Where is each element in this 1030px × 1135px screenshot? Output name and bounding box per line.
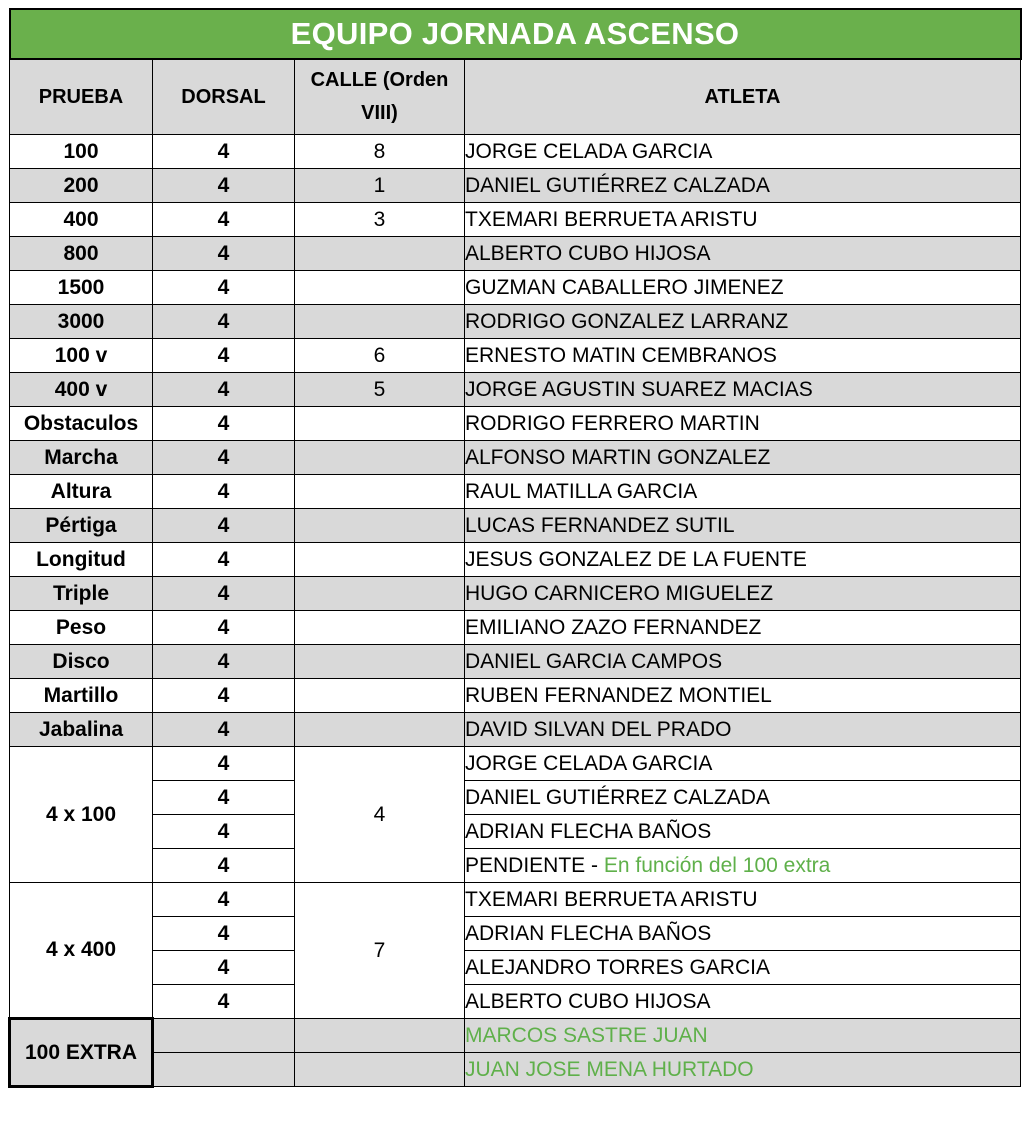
cell-dorsal: 4	[153, 203, 295, 237]
cell-atleta: GUZMAN CABALLERO JIMENEZ	[465, 271, 1021, 305]
cell-calle	[295, 441, 465, 475]
cell-calle: 5	[295, 373, 465, 407]
header-row	[10, 59, 1021, 135]
cell-dorsal: 4	[153, 577, 295, 611]
cell-prueba: Marcha	[10, 441, 153, 475]
cell-prueba: Longitud	[10, 543, 153, 577]
cell-calle	[295, 543, 465, 577]
cell-atleta: ADRIAN FLECHA BAÑOS	[465, 917, 1021, 951]
cell-atleta: DANIEL GARCIA CAMPOS	[465, 645, 1021, 679]
table-row	[10, 169, 1021, 203]
table-row	[10, 543, 1021, 577]
cell-dorsal: 4	[153, 713, 295, 747]
cell-dorsal: 4	[153, 985, 295, 1019]
cell-atleta: ALEJANDRO TORRES GARCIA	[465, 951, 1021, 985]
cell-dorsal: 4	[153, 747, 295, 781]
cell-atleta: JORGE AGUSTIN SUAREZ MACIAS	[465, 373, 1021, 407]
cell-calle	[295, 645, 465, 679]
table-row	[10, 271, 1021, 305]
cell-calle	[295, 713, 465, 747]
cell-atleta: RUBEN FERNANDEZ MONTIEL	[465, 679, 1021, 713]
cell-prueba: Martillo	[10, 679, 153, 713]
relay-4x400-prueba: 4 x 400	[10, 883, 153, 1019]
cell-prueba: 800	[10, 237, 153, 271]
cell-atleta: RAUL MATILLA GARCIA	[465, 475, 1021, 509]
relay-4x400-calle: 7	[295, 883, 465, 1019]
cell-calle	[295, 577, 465, 611]
cell-atleta: JESUS GONZALEZ DE LA FUENTE	[465, 543, 1021, 577]
cell-prueba: 200	[10, 169, 153, 203]
pending-label: PENDIENTE -	[465, 853, 604, 877]
cell-calle	[295, 271, 465, 305]
table-row	[10, 509, 1021, 543]
table-row	[10, 645, 1021, 679]
cell-dorsal: 4	[153, 951, 295, 985]
extra-dorsal-empty	[153, 1053, 295, 1087]
cell-dorsal: 4	[153, 135, 295, 169]
cell-calle: 3	[295, 203, 465, 237]
cell-dorsal: 4	[153, 917, 295, 951]
relay-4x100-row	[10, 815, 1021, 849]
cell-dorsal: 4	[153, 679, 295, 713]
cell-dorsal: 4	[153, 271, 295, 305]
cell-atleta: DANIEL GUTIÉRREZ CALZADA	[465, 169, 1021, 203]
cell-atleta: ALFONSO MARTIN GONZALEZ	[465, 441, 1021, 475]
cell-atleta: DANIEL GUTIÉRREZ CALZADA	[465, 781, 1021, 815]
cell-calle	[295, 237, 465, 271]
cell-prueba: 100	[10, 135, 153, 169]
cell-dorsal: 4	[153, 169, 295, 203]
cell-dorsal: 4	[153, 509, 295, 543]
relay-4x400-row	[10, 951, 1021, 985]
cell-prueba: Jabalina	[10, 713, 153, 747]
cell-prueba: Triple	[10, 577, 153, 611]
cell-atleta: EMILIANO ZAZO FERNANDEZ	[465, 611, 1021, 645]
cell-atleta: RODRIGO GONZALEZ LARRANZ	[465, 305, 1021, 339]
cell-atleta: TXEMARI BERRUETA ARISTU	[465, 883, 1021, 917]
cell-dorsal: 4	[153, 407, 295, 441]
extra-calle-empty	[295, 1053, 465, 1087]
table-row	[10, 339, 1021, 373]
cell-atleta: DAVID SILVAN DEL PRADO	[465, 713, 1021, 747]
cell-calle	[295, 611, 465, 645]
relay-4x100-calle: 4	[295, 747, 465, 883]
extra-row	[10, 1019, 1021, 1053]
extra-row	[10, 1053, 1021, 1087]
relay-4x100-row	[10, 849, 1021, 883]
cell-prueba: 3000	[10, 305, 153, 339]
relay-4x400-row	[10, 917, 1021, 951]
cell-calle: 8	[295, 135, 465, 169]
table-body	[10, 135, 1021, 1087]
cell-prueba: Peso	[10, 611, 153, 645]
cell-prueba: 100 v	[10, 339, 153, 373]
cell-calle	[295, 407, 465, 441]
cell-dorsal: 4	[153, 237, 295, 271]
cell-prueba: Pértiga	[10, 509, 153, 543]
relay-4x400-row	[10, 985, 1021, 1019]
table-row	[10, 577, 1021, 611]
table-row	[10, 713, 1021, 747]
table-row	[10, 407, 1021, 441]
table-row	[10, 203, 1021, 237]
cell-dorsal: 4	[153, 339, 295, 373]
extra-calle-empty	[295, 1019, 465, 1053]
table-row	[10, 135, 1021, 169]
cell-dorsal: 4	[153, 781, 295, 815]
relay-4x100-row	[10, 781, 1021, 815]
header-dorsal: DORSAL	[153, 59, 295, 135]
table-row	[10, 611, 1021, 645]
table-row	[10, 475, 1021, 509]
cell-calle	[295, 509, 465, 543]
cell-atleta: ADRIAN FLECHA BAÑOS	[465, 815, 1021, 849]
cell-dorsal: 4	[153, 849, 295, 883]
cell-dorsal: 4	[153, 645, 295, 679]
relay-4x100-prueba: 4 x 100	[10, 747, 153, 883]
cell-atleta: TXEMARI BERRUETA ARISTU	[465, 203, 1021, 237]
cell-dorsal: 4	[153, 373, 295, 407]
cell-calle	[295, 305, 465, 339]
cell-atleta: ERNESTO MATIN CEMBRANOS	[465, 339, 1021, 373]
cell-dorsal: 4	[153, 611, 295, 645]
cell-calle: 1	[295, 169, 465, 203]
header-calle: CALLE (Orden VIII)	[295, 59, 465, 135]
cell-prueba: Obstaculos	[10, 407, 153, 441]
cell-atleta: LUCAS FERNANDEZ SUTIL	[465, 509, 1021, 543]
cell-dorsal: 4	[153, 441, 295, 475]
table-row	[10, 373, 1021, 407]
header-prueba: PRUEBA	[10, 59, 153, 135]
cell-atleta: HUGO CARNICERO MIGUELEZ	[465, 577, 1021, 611]
table-row	[10, 237, 1021, 271]
cell-calle	[295, 679, 465, 713]
cell-prueba: 1500	[10, 271, 153, 305]
cell-dorsal: 4	[153, 543, 295, 577]
relay-4x400-row	[10, 883, 1021, 917]
team-sheet-table	[8, 8, 1022, 1088]
pending-note: En función del 100 extra	[603, 853, 831, 877]
cell-prueba: 400	[10, 203, 153, 237]
table-row	[10, 305, 1021, 339]
cell-atleta: ALBERTO CUBO HIJOSA	[465, 985, 1021, 1019]
cell-calle	[295, 475, 465, 509]
extra-atleta: JUAN JOSE MENA HURTADO	[465, 1053, 1021, 1087]
relay-4x100-row	[10, 747, 1021, 781]
cell-dorsal: 4	[153, 883, 295, 917]
cell-calle: 6	[295, 339, 465, 373]
cell-prueba: Altura	[10, 475, 153, 509]
cell-dorsal: 4	[153, 475, 295, 509]
header-atleta: ATLETA	[465, 59, 1021, 135]
cell-atleta: RODRIGO FERRERO MARTIN	[465, 407, 1021, 441]
table-row	[10, 441, 1021, 475]
table-row	[10, 679, 1021, 713]
extra-prueba: 100 EXTRA	[10, 1019, 153, 1087]
extra-atleta: MARCOS SASTRE JUAN	[465, 1019, 1021, 1053]
cell-atleta: JORGE CELADA GARCIA	[465, 135, 1021, 169]
sheet-title: EQUIPO JORNADA ASCENSO	[10, 9, 1021, 59]
extra-dorsal-empty	[153, 1019, 295, 1053]
cell-atleta-pending	[465, 849, 1021, 883]
cell-prueba: 400 v	[10, 373, 153, 407]
cell-dorsal: 4	[153, 305, 295, 339]
cell-prueba: Disco	[10, 645, 153, 679]
cell-atleta: ALBERTO CUBO HIJOSA	[465, 237, 1021, 271]
cell-dorsal: 4	[153, 815, 295, 849]
cell-atleta: JORGE CELADA GARCIA	[465, 747, 1021, 781]
